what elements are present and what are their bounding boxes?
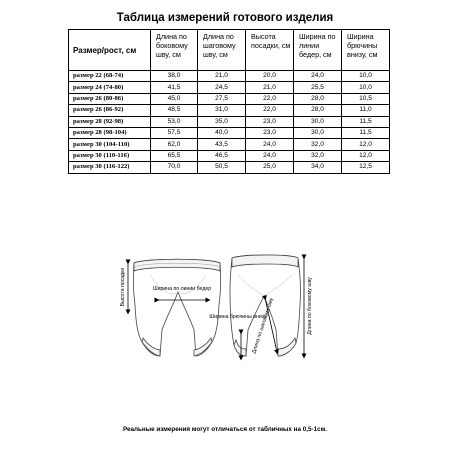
cell: 31,0	[198, 105, 246, 116]
header-size: Размер/рост, см	[69, 30, 151, 71]
cell: 45,0	[151, 93, 198, 104]
cell: 32,0	[294, 150, 342, 161]
header-hip-width: Ширина по линии бедер, см	[294, 30, 342, 71]
header-inseam-length: Длина по шаговому шву, см	[198, 30, 246, 71]
page-title: Таблица измерений готового изделия	[116, 12, 334, 24]
cell: 57,5	[151, 127, 198, 138]
cell: 24,0	[294, 71, 342, 82]
cell: 11,0	[342, 105, 390, 116]
cell: 28,0	[294, 105, 342, 116]
cell: 25,0	[246, 162, 294, 173]
cell-size: размер 24 (74-80)	[69, 82, 151, 93]
hip-width-label	[153, 286, 211, 292]
pants-front-view	[133, 259, 220, 356]
cell: 12,0	[342, 150, 390, 161]
cell: 30,0	[294, 116, 342, 127]
pants-back-view	[230, 255, 300, 356]
cell-size: размер 30 (104-110)	[69, 139, 151, 150]
header-rise: Высота посадки, см	[246, 30, 294, 71]
cell-size: размер 26 (80-86)	[69, 93, 151, 104]
cell: 40,0	[198, 127, 246, 138]
cell-size: размер 28 (98-104)	[69, 127, 151, 138]
back-outline	[230, 255, 300, 356]
cell: 32,0	[294, 139, 342, 150]
cell: 30,0	[294, 127, 342, 138]
cell-size: размер 28 (92-98)	[69, 116, 151, 127]
cell: 24,0	[246, 139, 294, 150]
cell: 62,0	[151, 139, 198, 150]
cell: 25,5	[294, 82, 342, 93]
cell-size: размер 30 (110-116)	[69, 150, 151, 161]
front-outline	[133, 259, 220, 356]
cell: 23,0	[246, 127, 294, 138]
side-seam-label: Длина по боковому шву	[307, 277, 313, 335]
cell: 41,5	[151, 82, 198, 93]
cell: 10,0	[342, 71, 390, 82]
hip-label-line1: Ширина по линии бедер	[152, 286, 212, 292]
cell: 10,0	[342, 82, 390, 93]
cell: 22,0	[246, 105, 294, 116]
cell: 28,0	[294, 93, 342, 104]
cell: 35,0	[198, 116, 246, 127]
hem-width-label: Ширина брючины внизу	[209, 314, 267, 320]
cell: 21,0	[246, 82, 294, 93]
cell: 65,5	[151, 150, 198, 161]
cell: 21,0	[198, 71, 246, 82]
cell: 22,0	[246, 93, 294, 104]
cell: 23,0	[246, 116, 294, 127]
cell: 20,0	[246, 71, 294, 82]
cell: 11,5	[342, 127, 390, 138]
cell: 48,5	[151, 105, 198, 116]
disclaimer-text: Реальные измерения могут отличаться от табличных на 0,5-1см.	[123, 426, 327, 433]
cell: 11,5	[342, 116, 390, 127]
header-side-length: Длина по боковому шву, см	[151, 30, 198, 71]
cell-size: размер 30 (116-122)	[69, 162, 151, 173]
cell-size: размер 22 (68-74)	[69, 71, 151, 82]
cell: 12,0	[342, 139, 390, 150]
cell: 24,0	[246, 150, 294, 161]
cell-size: размер 26 (86-92)	[69, 105, 151, 116]
cell: 38,0	[151, 71, 198, 82]
inseam-label: Длина по шаговому шву	[251, 297, 275, 355]
cell: 12,5	[342, 162, 390, 173]
cell: 27,5	[198, 93, 246, 104]
cell: 43,5	[198, 139, 246, 150]
cell: 46,5	[198, 150, 246, 161]
cell: 53,0	[151, 116, 198, 127]
cell: 24,5	[198, 82, 246, 93]
cell: 10,5	[342, 93, 390, 104]
header-hem-width: Ширина брючины внизу, см	[342, 30, 390, 71]
rise-label: Высота посадки	[120, 267, 126, 307]
cell: 50,5	[198, 162, 246, 173]
cell: 34,0	[294, 162, 342, 173]
cell: 70,0	[151, 162, 198, 173]
